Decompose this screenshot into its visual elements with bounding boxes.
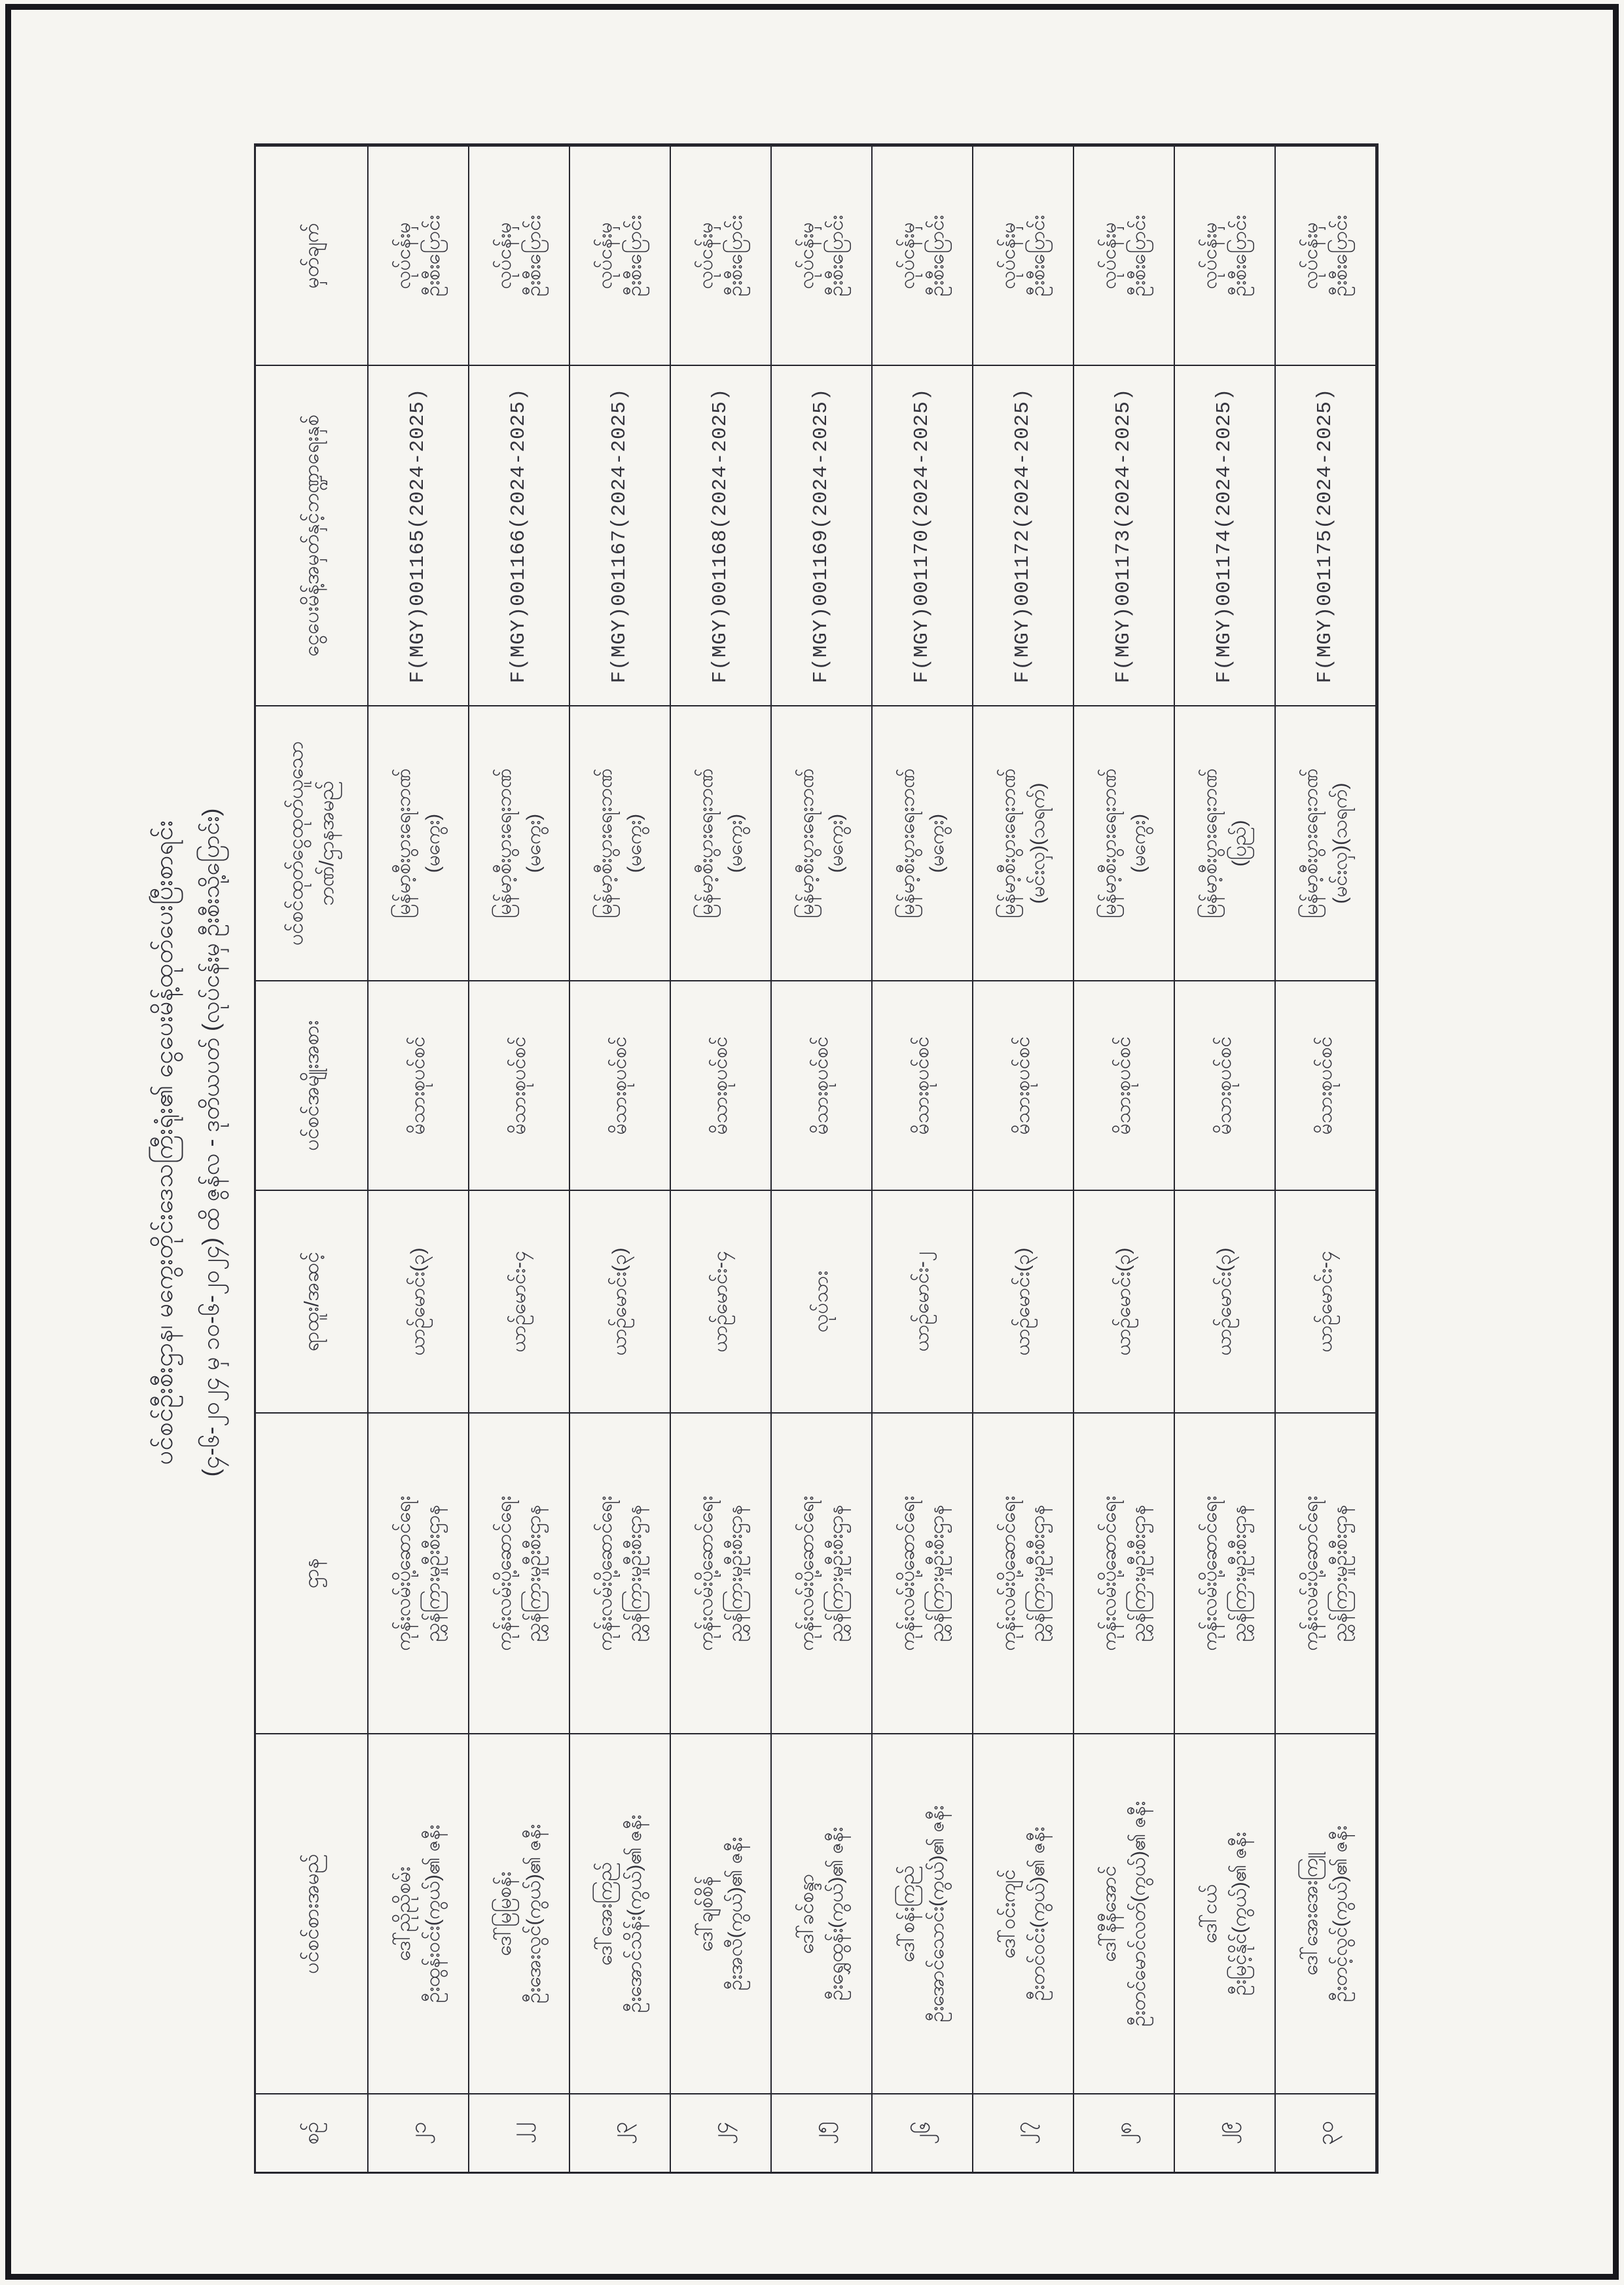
bank-name: မြန်မာ့စီးပွားရေးဘဏ်	[795, 768, 818, 919]
department-line1: ကုန်းလမ်းပို့ဆောင်ရေး	[1098, 1495, 1120, 1651]
table-row-position: လုပ်သား	[772, 1190, 873, 1412]
document-subtitle: (၄-၆-၂၀၂၄ မှ ၁၀-၆-၂၀၂၄) ထိ ဇွန်လ - ဒုတိယပတ် (လုပ်ငန်းမှ ဦးစီးသို့ပြောင်း)	[197, 808, 224, 1477]
pensioner-name: ဒေါ်မြမြစန်း	[493, 1871, 515, 1956]
table-row-payment-order: F(MGY)001172(2024-2025)	[973, 365, 1074, 705]
bank-branch: (မကွေး)	[523, 813, 545, 873]
column-header-bank	[256, 705, 369, 980]
remark-line1: လုပ်ငန်းမှ	[896, 222, 918, 289]
table-row-serial: ၃၀	[1276, 2093, 1377, 2172]
remark-line2: ဦးစီးပြောင်း	[825, 215, 847, 297]
column-header-payment-order: ငွေပေးမိန့်အမှတ်နှင့်ဘဏ္ဍာရေးနှစ်	[256, 365, 369, 705]
table-row-position: ယာဉ်မောင်း-၂	[873, 1190, 973, 1412]
bank-name: မြန်မာ့စီးပွားရေးဘဏ်	[594, 768, 616, 919]
table-row-payment-order: F(MGY)001167(2024-2025)	[570, 365, 671, 705]
remark-line1: လုပ်ငန်းမှ	[392, 222, 414, 289]
table-row-remark	[671, 145, 772, 365]
remark-line2: ဦးစီးပြောင်း	[1027, 215, 1049, 297]
table-row-payment-order: F(MGY)001168(2024-2025)	[671, 365, 772, 705]
table-row-department	[469, 1412, 570, 1733]
pensioner-relation: ဦးရွှေထွန်း(ကွယ်)၏ ဇနီး	[825, 1827, 847, 2001]
pensioner-relation: ဦးတင်ဝင်း(ကွယ်)၏ ဇနီး	[1027, 1827, 1049, 2001]
table-row-remark	[469, 145, 570, 365]
table-row-remark	[369, 145, 469, 365]
table-row-name	[873, 1733, 973, 2093]
department-line1: ကုန်းလမ်းပို့ဆောင်ရေး	[896, 1495, 918, 1651]
table-row-position: ယာဉ်မောင်း(၃)	[1175, 1190, 1276, 1412]
table-row-remark	[772, 145, 873, 365]
table-row-name	[973, 1733, 1074, 2093]
column-header-department: ဌာန	[256, 1412, 369, 1733]
remark-line1: လုပ်ငန်းမှ	[1299, 222, 1322, 289]
column-header-pensioner-name: ပင်စင်စားအမည်	[256, 1733, 369, 2093]
pensioner-name: ဒေါ်အေးအေးကြူ	[1299, 1852, 1322, 1975]
table-row-bank	[1175, 705, 1276, 980]
table-row-pension-type: မိသားစုပင်စင်	[671, 980, 772, 1190]
bank-branch: (မကွေး)	[725, 813, 746, 873]
department-line1: ကုန်းလမ်းပို့ဆောင်ရေး	[1299, 1495, 1322, 1651]
column-header-bank-line2: ဘဏ်/ဌာနအမည်	[315, 780, 338, 906]
table-row-department	[1074, 1412, 1175, 1733]
document-title: ပင်စင်ဦးစီးဌာန၊ မကွေးတိုင်းဒေသကြီးရုံး၏ ငွေပေးမိန့်ထုတ်ပေးပြီးစာရင်း	[151, 820, 178, 1465]
pensioner-relation: ဦးအောင်သောင်း(ကွယ်)၏ ဇနီး	[926, 1805, 948, 2022]
pensioner-name: ဒေါ်ခင်စန္ဒာ	[795, 1873, 818, 1954]
department-line2: ညွှန်ကြားမှုဦးစီးဌာန	[825, 1505, 847, 1642]
table-row-department	[973, 1412, 1074, 1733]
department-line1: ကုန်းလမ်းပို့ဆောင်ရေး	[493, 1495, 515, 1651]
table-row-bank	[570, 705, 671, 980]
remark-line2: ဦးစီးပြောင်း	[1329, 215, 1351, 297]
table-row-remark	[1276, 145, 1377, 365]
table-row-payment-order: F(MGY)001175(2024-2025)	[1276, 365, 1377, 705]
table-row-bank	[873, 705, 973, 980]
table-row-serial: ၂၈	[1074, 2093, 1175, 2172]
table-row-name	[1074, 1733, 1175, 2093]
table-row-department	[873, 1412, 973, 1733]
pensioner-relation: ဦးတင့်လွင်(ကွယ်)၏ ဇနီး	[1329, 1825, 1351, 2002]
department-line1: ကုန်းလမ်းပို့ဆောင်ရေး	[695, 1495, 717, 1651]
table-row-position: ယာဉ်မောင်း-၄	[469, 1190, 570, 1412]
table-row-name	[671, 1733, 772, 2093]
pensioner-relation: ဦးအေးလွင်(ကွယ်)၏ ဇနီး	[523, 1824, 545, 2003]
department-line1: ကုန်းလမ်းပို့ဆောင်ရေး	[1199, 1495, 1221, 1651]
bank-branch: (မင်းလှ)(သရက်)	[1027, 782, 1049, 904]
table-row-pension-type: မိသားစုပင်စင်	[873, 980, 973, 1190]
department-line2: ညွှန်ကြားမှုဦးစီးဌာန	[422, 1505, 444, 1642]
remark-line1: လုပ်ငန်းမှ	[795, 222, 818, 289]
bank-branch: (မင်းလှ)(သရက်)	[1329, 782, 1351, 904]
table-row-remark	[1074, 145, 1175, 365]
table-row-pension-type: မိသားစုပင်စင်	[1074, 980, 1175, 1190]
table-row-payment-order: F(MGY)001170(2024-2025)	[873, 365, 973, 705]
pensioner-name: ဒေါ်ချစ်စိန်	[695, 1876, 717, 1952]
table-row-pension-type: မိသားစုပင်စင်	[1276, 980, 1377, 1190]
bank-name: မြန်မာ့စီးပွားရေးဘဏ်	[392, 768, 414, 919]
bank-name: မြန်မာ့စီးပွားရေးဘဏ်	[695, 768, 717, 919]
remark-line2: ဦးစီးပြောင်း	[725, 215, 746, 297]
remark-line1: လုပ်ငန်းမှ	[594, 222, 616, 289]
bank-name: မြန်မာ့စီးပွားရေးဘဏ်	[1199, 768, 1221, 919]
department-line1: ကုန်းလမ်းပို့ဆောင်ရေး	[594, 1495, 616, 1651]
table-row-serial: ၂၂	[469, 2093, 570, 2172]
table-row-department	[369, 1412, 469, 1733]
pensioner-name: ဒေါ်ညိုညိုစမ်း	[392, 1867, 414, 1961]
table-row-remark	[570, 145, 671, 365]
table-row-bank	[469, 705, 570, 980]
remark-line1: လုပ်ငန်းမှ	[493, 222, 515, 289]
table-row-department	[1276, 1412, 1377, 1733]
table-row-position: ယာဉ်မောင်း(၃)	[369, 1190, 469, 1412]
remark-line2: ဦးစီးပြောင်း	[1229, 215, 1250, 297]
remark-line2: ဦးစီးပြောင်း	[624, 215, 645, 297]
table-row-serial: ၂၄	[671, 2093, 772, 2172]
table-row-bank	[973, 705, 1074, 980]
table-row-payment-order: F(MGY)001174(2024-2025)	[1175, 365, 1276, 705]
pensioner-relation: ဦးတင်မောင်လတ်(ကွယ်)၏ ဇနီး	[1128, 1801, 1149, 2027]
table-row-name	[570, 1733, 671, 2093]
table-row-department	[772, 1412, 873, 1733]
table-row-serial: ၂၇	[973, 2093, 1074, 2172]
table-row-name	[469, 1733, 570, 2093]
bank-name: မြန်မာ့စီးပွားရေးဘဏ်	[1098, 768, 1120, 919]
table-row-bank	[369, 705, 469, 980]
remark-line1: လုပ်ငန်းမှ	[997, 222, 1019, 289]
bank-name: မြန်မာ့စီးပွားရေးဘဏ်	[896, 768, 918, 919]
department-line2: ညွှန်ကြားမှုဦးစီးဌာန	[1128, 1505, 1149, 1642]
pensioner-relation: ဦးထွန်းဝင်း(ကွယ်)၏ ဇနီး	[422, 1825, 444, 2003]
bank-branch: (ပြည်)	[1229, 820, 1250, 867]
table-row-serial: ၂၆	[873, 2093, 973, 2172]
table-row-name	[1175, 1733, 1276, 2093]
table-row-pension-type: မိသားစုပင်စင်	[570, 980, 671, 1190]
remark-line1: လုပ်ငန်းမှ	[1098, 222, 1120, 289]
department-line2: ညွှန်ကြားမှုဦးစီးဌာန	[725, 1505, 746, 1642]
column-header-pension-type: ပင်စင်အမျိုးအစား	[256, 980, 369, 1190]
document-header	[148, 0, 230, 2285]
table-row-pension-type: မိသားစုပင်စင်	[973, 980, 1074, 1190]
pensioner-name: ဒေါ်ဝင်းကျင်	[997, 1869, 1019, 1959]
table-row-department	[671, 1412, 772, 1733]
table-row-remark	[973, 145, 1074, 365]
department-line2: ညွှန်ကြားမှုဦးစီးဌာန	[926, 1505, 948, 1642]
department-line2: ညွှန်ကြားမှုဦးစီးဌာန	[1027, 1505, 1049, 1642]
column-header-remark: မှတ်ချက်	[256, 145, 369, 365]
table-row-position: ယာဉ်မောင်း-၄	[1276, 1190, 1377, 1412]
table-row-pension-type: မိသားစုပင်စင်	[469, 980, 570, 1190]
pensioner-name: ဒေါ်နီနီအောင်	[1098, 1865, 1120, 1962]
table-row-serial: ၂၃	[570, 2093, 671, 2172]
bank-branch: (မကွေး)	[624, 813, 645, 873]
table-row-payment-order: F(MGY)001169(2024-2025)	[772, 365, 873, 705]
pensioner-relation: ဦးအလီ(ကွယ်)၏ ဇနီး	[725, 1837, 746, 1991]
table-row-remark	[873, 145, 973, 365]
table-row-payment-order: F(MGY)001165(2024-2025)	[369, 365, 469, 705]
remark-line1: လုပ်ငန်းမှ	[1199, 222, 1221, 289]
table-row-bank	[1276, 705, 1377, 980]
remark-line2: ဦးစီးပြောင်း	[926, 215, 948, 297]
department-line1: ကုန်းလမ်းပို့ဆောင်ရေး	[795, 1495, 818, 1651]
table-row-position: ယာဉ်မောင်း(၃)	[973, 1190, 1074, 1412]
table-row-serial: ၂၁	[369, 2093, 469, 2172]
remark-line2: ဦးစီးပြောင်း	[523, 215, 545, 297]
remark-line1: လုပ်ငန်းမှ	[695, 222, 717, 289]
table-row-department	[1175, 1412, 1276, 1733]
department-line2: ညွှန်ကြားမှုဦးစီးဌာန	[523, 1505, 545, 1642]
table-row-position: ယာဉ်မောင်း-၄	[671, 1190, 772, 1412]
pensioner-name: ဒေါ်စန်းကြည်	[896, 1865, 918, 1962]
table-row-pension-type: မိသားစုပင်စင်	[369, 980, 469, 1190]
department-line2: ညွှန်ကြားမှုဦးစီးဌာန	[1229, 1505, 1250, 1642]
table-row-bank	[671, 705, 772, 980]
table-row-bank	[772, 705, 873, 980]
remark-line2: ဦးစီးပြောင်း	[422, 215, 444, 297]
column-header-position: ရာထူး/အဆင့်	[256, 1190, 369, 1412]
remark-line2: ဦးစီးပြောင်း	[1128, 215, 1149, 297]
table-row-name	[772, 1733, 873, 2093]
table-row-name	[1276, 1733, 1377, 2093]
table-row-department	[570, 1412, 671, 1733]
pensioner-name: ဒေါ်အေးကြည်	[594, 1862, 616, 1965]
department-line1: ကုန်းလမ်းပို့ဆောင်ရေး	[997, 1495, 1019, 1651]
table-row-payment-order: F(MGY)001166(2024-2025)	[469, 365, 570, 705]
table-row-payment-order: F(MGY)001173(2024-2025)	[1074, 365, 1175, 705]
pensioner-name: ဒေါ်ငယ်	[1199, 1884, 1221, 1944]
pensioner-relation: ဦးအောင်သိန်း(ကွယ်)၏ ဇနီး	[624, 1814, 645, 2013]
bank-branch: (မကွေး)	[825, 813, 847, 873]
bank-name: မြန်မာ့စီးပွားရေးဘဏ်	[493, 768, 515, 919]
table-row-pension-type: မိသားစုပင်စင်	[772, 980, 873, 1190]
table-row-position: ယာဉ်မောင်း(၃)	[1074, 1190, 1175, 1412]
bank-branch: (မကွေး)	[422, 813, 444, 873]
department-line2: ညွှန်ကြားမှုဦးစီးဌာန	[624, 1505, 645, 1642]
column-header-bank-line1: ပင်စင်ထုတ်ငွေထုတ်ယူသော	[284, 740, 308, 946]
bank-branch: (မကွေး)	[1128, 813, 1149, 873]
table-row-position: ယာဉ်မောင်း(၃)	[570, 1190, 671, 1412]
table-row-remark	[1175, 145, 1276, 365]
column-header-serial: စဉ်	[256, 2093, 369, 2172]
table-row-bank	[1074, 705, 1175, 980]
table-row-serial: ၂၅	[772, 2093, 873, 2172]
table-row-name	[369, 1733, 469, 2093]
department-line1: ကုန်းလမ်းပို့ဆောင်ရေး	[392, 1495, 414, 1651]
pensioner-relation: ဦးမြင့်နိုင်(ကွယ်)၏ ဇနီး	[1229, 1832, 1250, 1996]
bank-name: မြန်မာ့စီးပွားရေးဘဏ်	[1299, 768, 1322, 919]
bank-branch: (မကွေး)	[926, 813, 948, 873]
table-row-serial: ၂၉	[1175, 2093, 1276, 2172]
pension-payment-table	[254, 143, 1379, 2174]
department-line2: ညွှန်ကြားမှုဦးစီးဌာန	[1329, 1505, 1351, 1642]
table-row-pension-type: မိသားစုပင်စင်	[1175, 980, 1276, 1190]
bank-name: မြန်မာ့စီးပွားရေးဘဏ်	[997, 768, 1019, 919]
